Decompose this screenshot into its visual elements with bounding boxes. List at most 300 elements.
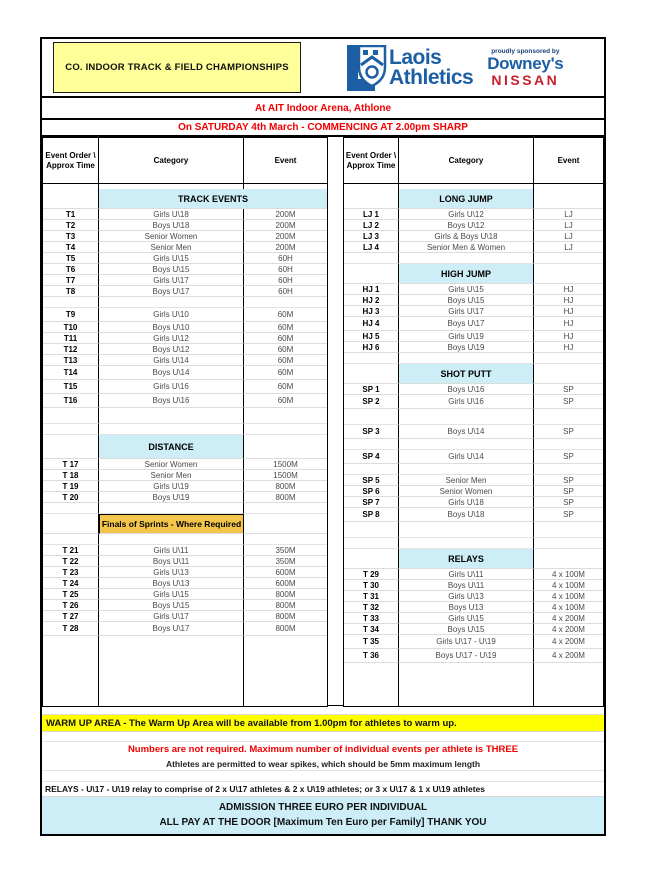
column-header-order: Event Order \ Approx Time [43, 138, 99, 183]
event-cell: 60H [244, 253, 327, 264]
empty-cell [43, 424, 99, 435]
event-order-cell: SP 8 [344, 508, 399, 522]
event-order-cell: T 17 [43, 459, 99, 470]
event-row [344, 425, 603, 439]
category-cell: Girls U\17 [99, 611, 244, 622]
laois-logo-line1: Laois [389, 46, 442, 70]
event-cell: 800M [244, 611, 327, 622]
spacer-row [344, 409, 603, 425]
event-cell: HJ [534, 306, 603, 317]
category-cell: Boys U\19 [399, 342, 534, 353]
filler-row [344, 663, 603, 706]
event-cell: LJ [534, 242, 603, 253]
event-row [43, 275, 327, 286]
category-cell: Boys U\18 [399, 508, 534, 522]
page-title: CO. INDOOR TRACK & FIELD CHAMPIONSHIPS [53, 42, 301, 93]
event-order-cell: T16 [43, 394, 99, 408]
nissan-logo-text: NISSAN [491, 71, 560, 88]
spacer-row [43, 503, 327, 514]
event-order-cell: LJ 4 [344, 242, 399, 253]
event-order-cell: T7 [43, 275, 99, 286]
section-title: DISTANCE [99, 435, 244, 459]
event-order-cell: HJ 3 [344, 306, 399, 317]
event-order-cell: T14 [43, 366, 99, 380]
event-cell: 800M [244, 622, 327, 636]
event-row [43, 567, 327, 578]
event-row [344, 395, 603, 409]
empty-cell [534, 522, 603, 538]
category-cell: Boys U\18 [99, 220, 244, 231]
category-cell: Girls U\15 [399, 613, 534, 624]
laois-crest-icon [347, 45, 387, 91]
category-cell: Boys U\15 [399, 295, 534, 306]
event-cell: 60H [244, 275, 327, 286]
category-cell: Boys U\17 [99, 286, 244, 297]
event-order-cell: T4 [43, 242, 99, 253]
section-header-row [43, 435, 327, 459]
empty-cell [244, 435, 327, 459]
event-row [43, 366, 327, 380]
divider [42, 706, 604, 715]
laois-logo-text [389, 48, 473, 87]
category-cell: Senior Women [99, 231, 244, 242]
event-order-cell: SP 6 [344, 486, 399, 497]
category-cell: Girls U\12 [399, 209, 534, 220]
event-order-cell: LJ 3 [344, 231, 399, 242]
event-cell: SP [534, 384, 603, 395]
notes-section [42, 705, 604, 834]
event-row [344, 220, 603, 231]
event-row [43, 600, 327, 611]
event-cell: HJ [534, 284, 603, 295]
event-cell: SP [534, 450, 603, 464]
event-order-cell: HJ 6 [344, 342, 399, 353]
spacer-row [43, 424, 327, 435]
event-order-cell: T 27 [43, 611, 99, 622]
section-title: RELAYS [399, 549, 534, 569]
empty-cell [99, 297, 244, 308]
event-row [344, 580, 603, 591]
category-cell: Boys U\15 [99, 600, 244, 611]
event-order-cell: LJ 2 [344, 220, 399, 231]
empty-cell [534, 253, 603, 264]
event-row [43, 344, 327, 355]
empty-cell [534, 538, 603, 549]
event-order-cell: T15 [43, 380, 99, 394]
column-header-category: Category [399, 138, 534, 183]
column-header-event: Event [557, 155, 580, 165]
event-row [43, 380, 327, 394]
event-row [43, 286, 327, 297]
event-cell: 4 x 200M [534, 635, 603, 649]
event-cell: SP [534, 475, 603, 486]
event-row [344, 342, 603, 353]
category-cell: Girls U\15 [399, 284, 534, 295]
event-row [344, 384, 603, 395]
event-row [344, 317, 603, 331]
admission-line2: ALL PAY AT THE DOOR [Maximum Ten Euro per Family] THANK YOU [159, 817, 487, 828]
event-cell: 60M [244, 333, 327, 344]
event-order-cell: T 19 [43, 481, 99, 492]
empty-cell [344, 538, 399, 549]
empty-cell [344, 353, 399, 364]
empty-cell [43, 534, 99, 545]
empty-cell [244, 514, 327, 534]
event-cell: HJ [534, 295, 603, 306]
venue-line: At AIT Indoor Arena, Athlone [42, 96, 604, 118]
spacer-row [344, 253, 603, 264]
table-header-row [43, 138, 327, 184]
category-cell: Boys U\15 [99, 264, 244, 275]
event-cell: LJ [534, 220, 603, 231]
event-cell: SP [534, 395, 603, 409]
category-cell: Boys U\14 [399, 425, 534, 439]
event-order-cell: T 21 [43, 545, 99, 556]
event-row [43, 556, 327, 567]
category-cell: Senior Women [99, 459, 244, 470]
event-order-cell: T5 [43, 253, 99, 264]
spacer-row [43, 534, 327, 545]
event-order-cell: SP 5 [344, 475, 399, 486]
event-row [344, 231, 603, 242]
category-cell: Girls U\18 [399, 497, 534, 508]
event-row [43, 578, 327, 589]
event-cell: 4 x 100M [534, 580, 603, 591]
category-cell: Girls U\14 [99, 355, 244, 366]
event-cell: HJ [534, 342, 603, 353]
event-row [344, 475, 603, 486]
category-cell: Girls U\13 [99, 567, 244, 578]
category-cell: Girls U\11 [99, 545, 244, 556]
empty-cell [43, 435, 99, 459]
laois-athletics-logo [347, 45, 473, 91]
event-order-cell: SP 7 [344, 497, 399, 508]
finals-note-label: Finals of Sprints - Where Required [99, 514, 244, 534]
event-cell: 1500M [244, 459, 327, 470]
event-row [43, 492, 327, 503]
event-cell: 600M [244, 567, 327, 578]
event-order-cell: T1 [43, 209, 99, 220]
event-row [344, 569, 603, 580]
event-row [344, 649, 603, 663]
event-cell: 4 x 200M [534, 624, 603, 635]
event-cell: SP [534, 486, 603, 497]
category-cell: Senior Women [399, 486, 534, 497]
column-header-event: Event [274, 155, 297, 165]
section-header-row [344, 364, 603, 384]
event-row [43, 333, 327, 344]
event-cell: LJ [534, 231, 603, 242]
empty-cell [344, 439, 399, 450]
section-header-row [344, 549, 603, 569]
event-cell: LJ [534, 209, 603, 220]
event-order-cell: SP 3 [344, 425, 399, 439]
event-order-cell: SP 4 [344, 450, 399, 464]
category-cell: Girls U\12 [99, 333, 244, 344]
category-cell: Girls U\13 [399, 591, 534, 602]
event-order-cell: T3 [43, 231, 99, 242]
event-order-cell: HJ 5 [344, 331, 399, 342]
event-row [344, 635, 603, 649]
category-cell: Girls U\15 [99, 589, 244, 600]
event-row [43, 355, 327, 366]
category-cell: Girls U\16 [99, 380, 244, 394]
event-order-cell: T 24 [43, 578, 99, 589]
event-order-cell: HJ 2 [344, 295, 399, 306]
section-header-row [344, 264, 603, 284]
event-order-cell: T 31 [344, 591, 399, 602]
empty-cell [344, 364, 399, 384]
category-cell: Boys U\15 [399, 624, 534, 635]
spacer-row [344, 538, 603, 549]
event-row [43, 470, 327, 481]
empty-cell [399, 464, 534, 475]
empty-cell [344, 663, 399, 706]
category-cell: Boys U\17 [399, 317, 534, 331]
filler-row [43, 636, 327, 706]
event-row [344, 591, 603, 602]
event-order-cell: HJ 4 [344, 317, 399, 331]
event-order-cell: T 33 [344, 613, 399, 624]
event-cell: 800M [244, 481, 327, 492]
event-row [43, 589, 327, 600]
event-row [344, 450, 603, 464]
section-title: TRACK EVENTS [99, 189, 327, 209]
divider [42, 732, 604, 742]
event-order-cell: T10 [43, 322, 99, 333]
category-cell: Boys U\12 [99, 344, 244, 355]
empty-cell [399, 439, 534, 450]
empty-cell [244, 636, 327, 706]
event-cell: 4 x 100M [534, 602, 603, 613]
event-row [344, 284, 603, 295]
category-cell: Boys U\14 [99, 366, 244, 380]
category-cell: Boys U\17 [99, 622, 244, 636]
empty-cell [399, 538, 534, 549]
event-row [43, 242, 327, 253]
empty-cell [99, 503, 244, 514]
empty-cell [344, 409, 399, 425]
event-row [43, 459, 327, 470]
admission-line1: ADMISSION THREE EURO PER INDIVIDUAL [218, 802, 428, 813]
event-cell: 60M [244, 308, 327, 322]
event-cell: 200M [244, 242, 327, 253]
empty-cell [344, 522, 399, 538]
empty-cell [99, 534, 244, 545]
spacer-row [344, 439, 603, 450]
event-order-cell: T 20 [43, 492, 99, 503]
empty-cell [534, 439, 603, 450]
document-header [42, 39, 604, 96]
event-row [344, 624, 603, 635]
event-cell: SP [534, 508, 603, 522]
event-cell: 60M [244, 366, 327, 380]
category-cell: Girls U\11 [399, 569, 534, 580]
empty-cell [534, 464, 603, 475]
section-title: SHOT PUTT [399, 364, 534, 384]
event-cell: 800M [244, 492, 327, 503]
event-row [344, 613, 603, 624]
event-cell: 60H [244, 264, 327, 275]
empty-cell [534, 549, 603, 569]
event-cell: 60M [244, 380, 327, 394]
date-line: On SATURDAY 4th March - COMMENCING AT 2.00pm SHARP [42, 118, 604, 135]
event-order-cell: T 29 [344, 569, 399, 580]
championships-schedule-document [40, 37, 606, 836]
column-header-category: Category [99, 138, 244, 183]
category-cell: Senior Men [399, 475, 534, 486]
event-row [43, 481, 327, 492]
event-cell: 60M [244, 355, 327, 366]
event-cell: 350M [244, 556, 327, 567]
empty-cell [244, 534, 327, 545]
category-cell: Boys U\11 [99, 556, 244, 567]
event-cell: HJ [534, 317, 603, 331]
event-order-cell: T 22 [43, 556, 99, 567]
sponsor-block [487, 48, 563, 87]
spacer-row [43, 297, 327, 308]
empty-cell [534, 189, 603, 209]
event-order-cell: T 32 [344, 602, 399, 613]
category-cell: Boys U\16 [99, 394, 244, 408]
event-cell: 600M [244, 578, 327, 589]
category-cell: Girls U\10 [99, 308, 244, 322]
category-cell: Girls & Boys U\18 [399, 231, 534, 242]
event-row [43, 220, 327, 231]
event-order-cell: T 35 [344, 635, 399, 649]
category-cell: Girls U\17 [399, 306, 534, 317]
category-cell: Boys U\10 [99, 322, 244, 333]
category-cell: Boys U13 [399, 602, 534, 613]
event-cell: SP [534, 425, 603, 439]
event-row [43, 264, 327, 275]
category-cell: Girls U\14 [399, 450, 534, 464]
empty-cell [344, 464, 399, 475]
category-cell: Boys U\11 [399, 580, 534, 591]
category-cell: Boys U\17 - U\19 [399, 649, 534, 663]
category-cell: Girls U\19 [399, 331, 534, 342]
empty-cell [344, 549, 399, 569]
event-cell: 60M [244, 394, 327, 408]
warmup-note: WARM UP AREA - The Warm Up Area will be available from 1.00pm for athletes to warm up. [42, 715, 604, 732]
category-cell: Girls U\16 [399, 395, 534, 409]
event-row [344, 508, 603, 522]
event-cell: 4 x 100M [534, 591, 603, 602]
event-cell: 60M [244, 322, 327, 333]
laois-logo-line2: Athletics [389, 65, 474, 89]
spacer-row [43, 408, 327, 424]
empty-cell [344, 264, 399, 284]
event-cell: 200M [244, 231, 327, 242]
event-cell: 60M [244, 344, 327, 355]
category-cell: Boys U\13 [99, 578, 244, 589]
event-row [344, 306, 603, 317]
event-order-cell: T2 [43, 220, 99, 231]
spikes-note: Athletes are permitted to wear spikes, which should be 5mm maximum length [42, 757, 604, 771]
empty-cell [43, 514, 99, 534]
event-cell: 60H [244, 286, 327, 297]
finals-note-row [43, 514, 327, 534]
event-order-cell: SP 1 [344, 384, 399, 395]
empty-cell [399, 522, 534, 538]
event-row [344, 242, 603, 253]
event-order-cell: LJ 1 [344, 209, 399, 220]
event-row [43, 253, 327, 264]
section-header-row [344, 189, 603, 209]
event-order-cell: T9 [43, 308, 99, 322]
empty-cell [534, 364, 603, 384]
event-row [43, 322, 327, 333]
category-cell: Girls U\17 - U\19 [399, 635, 534, 649]
event-cell: 800M [244, 589, 327, 600]
category-cell: Boys U\19 [99, 492, 244, 503]
empty-cell [43, 636, 99, 706]
event-row [344, 209, 603, 220]
track-events-table [42, 137, 328, 707]
event-cell: 4 x 200M [534, 613, 603, 624]
divider [42, 771, 604, 782]
section-header-row [43, 189, 327, 209]
event-cell: HJ [534, 331, 603, 342]
empty-cell [399, 409, 534, 425]
sponsor-tagline: proudly sponsored by [491, 48, 560, 56]
event-order-cell: T13 [43, 355, 99, 366]
event-cell: 4 x 200M [534, 649, 603, 663]
event-order-cell: T12 [43, 344, 99, 355]
schedule-tables [42, 135, 604, 705]
event-row [344, 602, 603, 613]
relays-note: RELAYS - U\17 - U\19 relay to comprise of 2 x U\17 athletes & 2 x U\19 athletes; or 3 x U\17 & 1 x U\19 athletes [42, 782, 604, 797]
event-cell: 200M [244, 220, 327, 231]
numbers-note: Numbers are not required. Maximum number of individual events per athlete is THREE [127, 744, 519, 755]
spacer-row [344, 464, 603, 475]
spacer-row [344, 353, 603, 364]
event-order-cell: T 18 [43, 470, 99, 481]
event-row [43, 622, 327, 636]
event-order-cell: T 34 [344, 624, 399, 635]
event-row [43, 611, 327, 622]
event-row [344, 295, 603, 306]
empty-cell [534, 663, 603, 706]
table-header-row [344, 138, 603, 184]
category-cell: Boys U\16 [399, 384, 534, 395]
event-row [344, 497, 603, 508]
empty-cell [344, 189, 399, 209]
event-cell: 350M [244, 545, 327, 556]
event-cell: SP [534, 497, 603, 508]
category-cell: Senior Men [99, 470, 244, 481]
event-order-cell: SP 2 [344, 395, 399, 409]
event-row [43, 394, 327, 408]
event-row [344, 486, 603, 497]
empty-cell [244, 503, 327, 514]
category-cell: Senior Men & Women [399, 242, 534, 253]
event-row [43, 209, 327, 220]
section-title: LONG JUMP [399, 189, 534, 209]
category-cell: Girls U\18 [99, 209, 244, 220]
event-order-cell: T6 [43, 264, 99, 275]
category-cell: Senior Men [99, 242, 244, 253]
empty-cell [43, 189, 99, 209]
event-row [344, 331, 603, 342]
empty-cell [99, 636, 244, 706]
category-cell: Girls U\15 [99, 253, 244, 264]
empty-cell [399, 663, 534, 706]
event-order-cell: T11 [43, 333, 99, 344]
empty-cell [244, 297, 327, 308]
event-order-cell: T 36 [344, 649, 399, 663]
event-order-cell: T 30 [344, 580, 399, 591]
